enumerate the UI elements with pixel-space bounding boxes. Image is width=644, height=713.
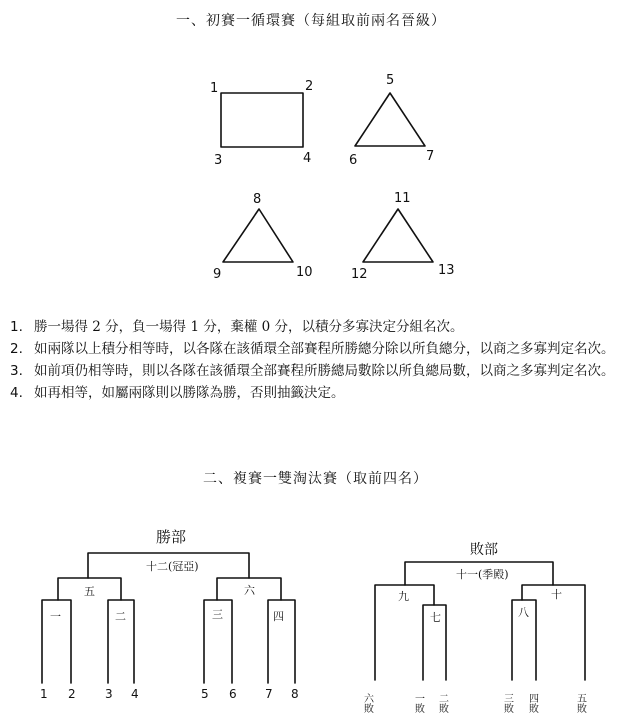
losers-bracket-title: 敗部: [470, 542, 498, 558]
winners-bracket-title: 勝部: [156, 528, 187, 546]
section-heading-double-elimination: 二、複賽一雙淘汰賽（取前四名）: [203, 471, 428, 487]
team-label: 6: [349, 153, 358, 168]
team-label: 1: [210, 81, 219, 96]
rule-number: 1.: [10, 319, 23, 335]
rule-number: 4.: [10, 385, 23, 401]
losers-semi-label: 十: [551, 588, 562, 601]
losers-quarter-label: 八: [518, 606, 529, 619]
team-label: 12: [351, 267, 368, 282]
seed-label: 7: [265, 687, 273, 701]
team-label: 8: [253, 192, 262, 207]
winners-quarter-label: 二: [115, 610, 126, 623]
winners-quarter-label: 一: [50, 610, 61, 623]
group-diagrams: [0, 60, 644, 290]
loser-entrant-label: 三敗: [501, 693, 513, 713]
rule-item: [10, 382, 640, 404]
seed-label: 8: [291, 687, 299, 701]
team-label: 5: [386, 73, 395, 88]
team-label: 7: [426, 149, 435, 164]
winners-quarter-label: 三: [212, 608, 223, 621]
winners-semi-label: 五: [84, 585, 95, 598]
losers-bracket: [362, 542, 587, 713]
team-label: 13: [438, 263, 455, 278]
triangle-group-shape: [355, 93, 425, 146]
team-label: 2: [305, 79, 314, 94]
seed-label: 4: [131, 687, 139, 701]
triangle-group-shape: [363, 209, 433, 262]
rule-item: [10, 316, 640, 338]
losers-final-label: 十一(季殿): [456, 568, 509, 581]
rule-item: [10, 338, 640, 360]
rules-list: [10, 316, 640, 404]
winners-final-label: 十二(冠亞): [146, 560, 199, 573]
loser-entrant-label: 五敗: [574, 693, 586, 713]
team-label: 9: [213, 267, 222, 282]
team-label: 10: [296, 265, 313, 280]
rule-text: 如再相等，如屬兩隊則以勝隊為勝，否則抽籤決定。: [34, 385, 345, 401]
team-label: 4: [303, 151, 312, 166]
seed-label: 1: [40, 687, 48, 701]
triangle-group-shape: [223, 209, 293, 262]
team-label: 3: [214, 153, 223, 168]
seed-label: 2: [68, 687, 76, 701]
rule-number: 3.: [10, 363, 23, 379]
rule-text: 勝一場得 2 分，負一場得 1 分，棄權 0 分，以積分多寡決定分組名次。: [34, 319, 464, 335]
rule-text: 如前項仍相等時，則以各隊在該循環全部賽程所勝總局數除以所負總局數，以商之多寡判定名次。: [34, 363, 615, 379]
loser-entrant-label: 四敗: [526, 693, 538, 713]
seed-label: 3: [105, 687, 113, 701]
loser-entrant-label: 一敗: [412, 693, 424, 713]
team-label: 11: [394, 191, 411, 206]
winners-quarter-label: 四: [273, 610, 284, 623]
rule-text: 如兩隊以上積分相等時，以各隊在該循環全部賽程所勝總分除以所負總分，以商之多寡判定名次。: [34, 341, 615, 357]
winners-bracket: [40, 528, 299, 701]
section-heading-round-robin: 一、初賽一循環賽（每組取前兩名晉級）: [176, 13, 446, 29]
seed-label: 6: [229, 687, 237, 701]
rule-number: 2.: [10, 341, 23, 357]
losers-quarter-label: 七: [430, 611, 441, 624]
seed-label: 5: [201, 687, 209, 701]
losers-semi-label: 九: [398, 590, 409, 603]
double-elimination-brackets: [0, 520, 644, 713]
rule-item: [10, 360, 640, 382]
loser-entrant-label: 二敗: [436, 693, 448, 713]
winners-semi-label: 六: [244, 584, 255, 597]
loser-entrant-label: 六敗: [361, 693, 373, 713]
square-group-shape: [221, 93, 303, 147]
